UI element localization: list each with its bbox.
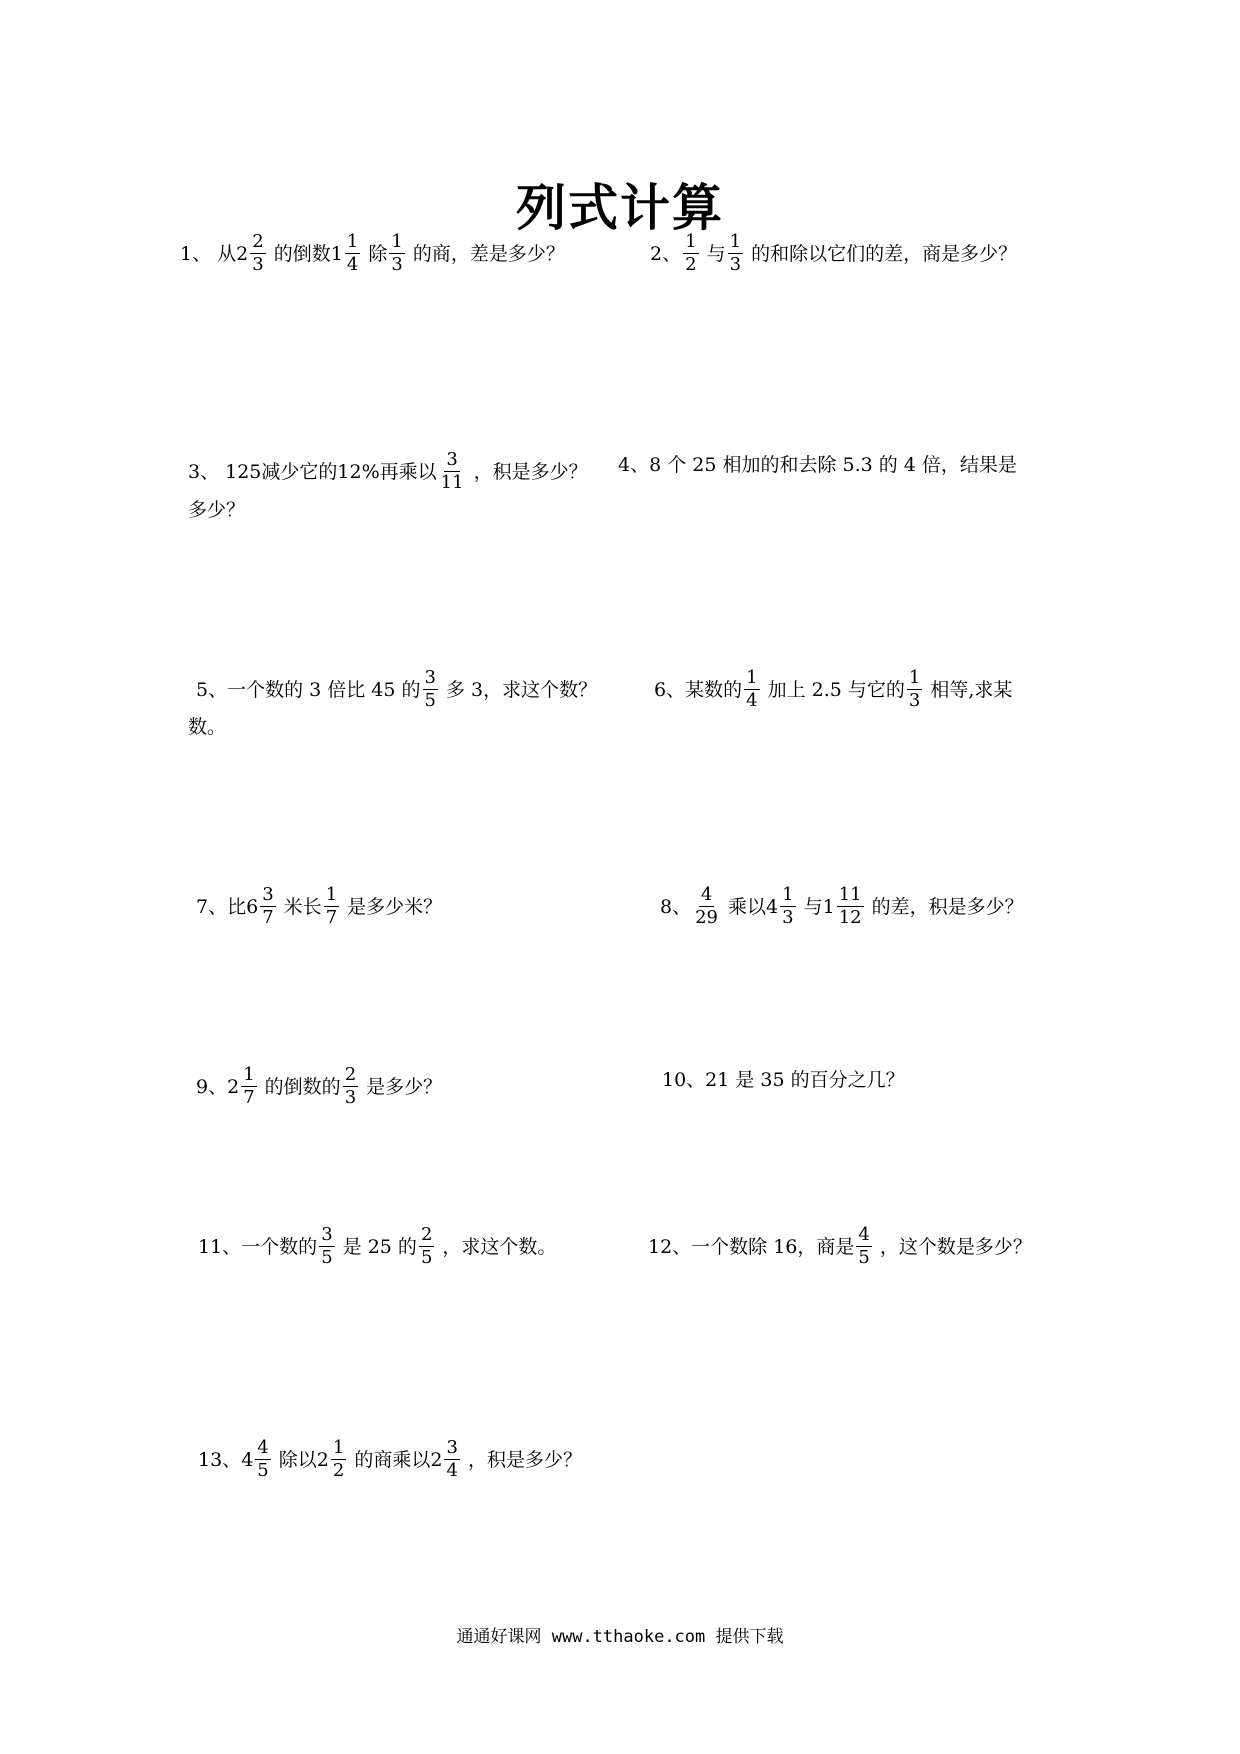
question-3: [188, 450, 588, 493]
q8-text-b: 乘以: [722, 895, 767, 918]
question-4-continuation: 多少？: [188, 499, 246, 521]
q2-text-c: 的和除以它们的差，商是多少？: [745, 242, 1018, 265]
question-6: [654, 668, 1012, 711]
q13-text-e: ，积是多少？: [461, 1448, 582, 1471]
q13-whole-1: 4: [241, 1448, 254, 1471]
q13-text-c: 的商乘以: [348, 1448, 431, 1471]
page-title: 列式计算: [516, 179, 724, 237]
q1-whole-2: 1: [330, 242, 343, 265]
question-5: [196, 668, 597, 711]
q8-text-c: 与: [797, 895, 823, 918]
question-12: [648, 1225, 1032, 1268]
q13-whole-2: 2: [316, 1448, 329, 1471]
q6-den-2: 3: [908, 690, 921, 711]
q11-fraction-1: [319, 1225, 334, 1268]
question-8: [660, 885, 1024, 928]
q1-fraction-2: [345, 232, 360, 275]
question-6-continuation: 数。: [188, 716, 227, 738]
q13-den-1: 5: [257, 1460, 269, 1481]
q5-den-1: 5: [424, 690, 436, 711]
q2-text-b: 与: [700, 242, 726, 265]
q6-fraction-1: [744, 668, 759, 711]
q7-whole-1: 6: [246, 895, 259, 918]
q6-text-b: 加上 2.5 与它的: [761, 678, 905, 701]
q11-text-c: ，求这个数。: [436, 1235, 557, 1258]
q5-fraction-1: [423, 668, 438, 711]
q5-text-b: 多 3，求这个数？: [439, 678, 598, 701]
q6-text-a: 6、某数的: [654, 678, 743, 701]
q13-num-3: 3: [446, 1437, 458, 1458]
q8-whole-3: 1: [822, 895, 835, 918]
q3-den-1: 11: [440, 472, 464, 493]
q11-num-2: 2: [420, 1224, 433, 1245]
q8-den-1: 29: [695, 907, 718, 928]
q3-text-b: ，积是多少？: [467, 460, 588, 483]
q2-fraction-2: [728, 232, 743, 275]
q2-text-a: 2、: [650, 242, 682, 265]
q11-den-2: 5: [420, 1247, 433, 1268]
q1-fraction-1: [250, 232, 265, 275]
q12-text-b: ，这个数是多少？: [873, 1235, 1032, 1258]
question-1: [180, 232, 565, 275]
q7-text-c: 是多少米？: [341, 895, 443, 918]
q3-text-a: 3、 125减少它的12%再乘以: [188, 460, 437, 483]
q8-den-2: 3: [782, 907, 794, 928]
q7-fraction-2: [324, 885, 339, 928]
q8-den-3: 12: [838, 907, 862, 928]
question-4: [618, 450, 1017, 480]
q7-text-b: 米长: [277, 895, 322, 918]
question-2: [650, 232, 1017, 275]
q7-num-2: 1: [325, 884, 338, 905]
q9-text-c: 是多少？: [360, 1075, 443, 1098]
q7-text-a: 7、比: [196, 895, 247, 918]
q1-num-2: 1: [346, 231, 359, 252]
q7-num-1: 3: [262, 884, 274, 905]
q1-fraction-3: [389, 232, 404, 275]
q1-whole-1: 2: [236, 242, 249, 265]
q3-num-1: 3: [446, 449, 458, 470]
q1-text-e: 的商，差是多少？: [406, 242, 565, 265]
question-7: [196, 885, 442, 928]
q9-num-2: 2: [344, 1064, 357, 1085]
q9-text-a: 9、: [196, 1075, 228, 1098]
q9-fraction-2: [343, 1065, 358, 1108]
q9-whole-1: 2: [227, 1075, 240, 1098]
q8-text-e: 的差，积是多少？: [865, 895, 1024, 918]
q13-fraction-1: [255, 1438, 270, 1481]
q11-fraction-2: [419, 1225, 434, 1268]
q2-den-2: 3: [729, 254, 742, 275]
q13-num-2: 1: [332, 1437, 345, 1458]
q2-num-2: 1: [729, 231, 742, 252]
q8-fraction-3: [837, 885, 864, 928]
q8-whole-2: 4: [766, 895, 779, 918]
page-footer: 通通好课网 www.tthaoke.com 提供下载: [456, 1627, 784, 1647]
question-9: [196, 1065, 442, 1108]
q2-den-1: 2: [685, 254, 697, 275]
q5-num-1: 3: [424, 667, 436, 688]
q8-num-1: 4: [700, 884, 713, 905]
question-11: [198, 1225, 556, 1268]
q6-num-1: 1: [746, 667, 758, 688]
q6-fraction-2: [907, 668, 922, 711]
q1-num-3: 1: [391, 231, 403, 252]
q13-text-b: 除以: [272, 1448, 317, 1471]
question-13: [198, 1438, 582, 1481]
q10-text-a: 10、21 是 35 的百分之几？: [662, 1069, 905, 1091]
q6-den-1: 4: [746, 690, 758, 711]
q13-text-a: 13、: [198, 1448, 242, 1471]
q13-fraction-2: [331, 1438, 346, 1481]
q11-text-a: 11、一个数的: [198, 1235, 318, 1258]
q13-den-2: 2: [332, 1460, 345, 1481]
q4-text-a: 4、8 个 25 相加的和去除 5.3 的 4 倍，结果是: [618, 454, 1017, 476]
q2-fraction-1: [683, 232, 698, 275]
q12-text-a: 12、一个数除 16，商是: [648, 1235, 855, 1258]
q1-text-b: 的倒数: [267, 242, 331, 265]
q1-den-3: 3: [391, 254, 403, 275]
q13-whole-3: 2: [430, 1448, 443, 1471]
q1-num-1: 2: [252, 231, 264, 252]
q11-den-1: 5: [321, 1247, 333, 1268]
q13-num-1: 4: [257, 1437, 269, 1458]
q7-den-2: 7: [325, 907, 338, 928]
q1-text-c: 除: [362, 242, 388, 265]
q2-num-1: 1: [685, 231, 697, 252]
q12-fraction-1: [856, 1225, 871, 1268]
question-10: [662, 1065, 905, 1095]
q6-num-2: 1: [908, 667, 921, 688]
q9-fraction-1: [241, 1065, 256, 1108]
q7-den-1: 7: [262, 907, 274, 928]
q3-fraction-1: [439, 450, 466, 493]
q9-den-2: 3: [344, 1087, 357, 1108]
q9-text-b: 的倒数的: [258, 1075, 341, 1098]
q6-text-c: 相等,求某: [924, 678, 1013, 701]
q7-fraction-1: [260, 885, 275, 928]
q11-text-b: 是 25 的: [336, 1235, 417, 1258]
q12-num-1: 4: [858, 1224, 870, 1245]
q13-fraction-3: [444, 1438, 459, 1481]
q9-num-1: 1: [243, 1064, 255, 1085]
q13-den-3: 4: [446, 1460, 458, 1481]
q1-den-1: 3: [252, 254, 264, 275]
q8-num-2: 1: [782, 884, 794, 905]
q5-text-a: 5、一个数的 3 倍比 45 的: [196, 678, 421, 701]
q11-num-1: 3: [321, 1224, 333, 1245]
q8-fraction-2: [780, 885, 795, 928]
q1-den-2: 4: [346, 254, 359, 275]
q12-den-1: 5: [858, 1247, 870, 1268]
q8-fraction-1: [693, 885, 720, 928]
q9-den-1: 7: [243, 1087, 255, 1108]
q8-num-3: 11: [838, 884, 862, 905]
q8-text-a: 8、: [660, 895, 692, 918]
q1-text-a: 1、 从: [180, 242, 237, 265]
